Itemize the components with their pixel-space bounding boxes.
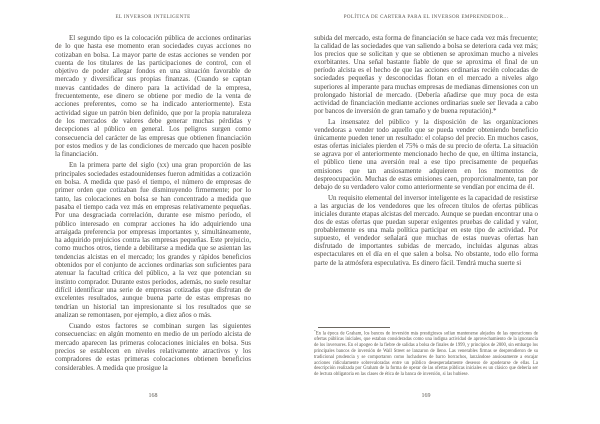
left-running-header: EL INVERSOR INTELIGENTE (115, 15, 191, 20)
footnote-text: *En la época de Graham, los bancos de inversión más prestigiosos solían mantenerse alejados de las operaciones de ofertas públicas iniciales, que estaban consideradas como una indigna actividad de aprovechamiento de la ignorancia de los inversores. En el apogeo de la fiebre de salidas a bolsa de finales de 1999, y principios de 2000, sin embargo los principales bancos de inversión de Wall Street se lanzaron de lleno. Las venerables firmas se desprendieron de su tradicional prudencia y se comportaron como luchadores de barro borrachos, lanzándose ansiosamente a encajar acciones ridículamente sobrevaloradas entre un público desesperadamente deseoso de apoderarse de ellas. La descripción realizada por Graham de la forma de operar de las ofertas públicas iniciales es un clásico que debería ser de lectura obligatoria en las clases de ética de la banca de inversión, si las hubiese. (314, 329, 538, 378)
footnote-block (314, 327, 538, 378)
body-paragraph: Cuando estos factores se combinan surgen las siguientes consecuencias: en algún momento en medio de un período alcista de mercado aparecen las primeras colocaciones iniciales en bolsa. Sus precios se establecen en niveles relativamente atractivos y los compradores de estas primeras colocaciones obtienen beneficios considerables. A medida que prosigue la (55, 322, 251, 372)
right-page-number: 169 (421, 393, 431, 399)
left-page-number: 168 (148, 393, 158, 399)
body-paragraph: En la primera parte del siglo (xx) una gran proporción de las principales sociedades estadounidenses fueron admitidas a cotización en bolsa. A medida que pasó el tiempo, el número de empresas de primer orden que cotizaban fue disminuyendo firmemente; por lo tanto, las colocaciones en bolsa se han concentrado a medida que pasaba el tiempo cada vez más en empresas relativamente pequeñas. Por una desgraciada correlación, durante ese mismo período, el público interesado en comprar acciones ha ido adquiriendo una arraigada preferencia por empresas importantes y, simultáneamente, ha adquirido prejuicios contra las empresas pequeñas. Este prejuicio, como muchos otros, tiende a debilitarse a medida que se asientan las tendencias alcistas en el mercado; los grandes y rápidos beneficios obtenidos por el conjunto de acciones ordinarias son suficientes para atenuar la facultad crítica del público, a la vez que potencian su instinto comprador. Durante estos períodos, además, no suele resultar difícil identificar una serie de empresas cotizadas que disfrutan de excelentes resultados, aunque buena parte de estas empresas no tendrían un historial tan impresionante si los resultados que se analizan se remontasen, por ejemplo, a diez años o más. (55, 161, 251, 319)
footnote-marker: * (314, 329, 316, 333)
left-page-body (55, 34, 251, 372)
body-paragraph: El segundo tipo es la colocación pública de acciones ordinarias de lo que hasta ese momento eran sociedades cuyas acciones no cotizaban en bolsa. La mayor parte de estas acciones se venden por cuenta de los titulares de las participaciones de control, con el objetivo de poder allegar fondos en una situación favorable de mercado y diversificar sus propias finanzas. (Cuando se captan nuevas cantidades de dinero para la actividad de la empresa, frecuentemente, ese dinero se obtiene por medio de la venta de acciones preferentes, como se ha indicado anteriormente). Esta actividad sigue un patrón bien definido, que por la propia naturaleza de los mercados de valores debe generar muchas pérdidas y decepciones al público en general. Los peligros surgen como consecuencia del carácter de las empresas que obtienen financiación por estos medios y de las condiciones de mercado que hacen posible la financiación. (55, 34, 251, 159)
right-running-header: POLÍTICA DE CARTERA PARA EL INVERSOR EMPRENDEDOR... (343, 15, 509, 20)
body-paragraph: La insensatez del público y la disposición de las organizaciones vendedoras a vender todo aquello que se pueda vender obteniendo beneficio únicamente pueden tener un resultado: el colapso del precio. En muchos casos, estas ofertas iniciales pierden el 75% o más de su precio de oferta. La situación se agrava por el anteriormente mencionado hecho de que, en última instancia, el público tiene una aversión real a ese tipo precisamente de pequeñas emisiones que tan ansiosamente adquieren en los momentos de despreocupación. Muchas de estas emisiones caen, proporcionalmente, tan por debajo de su verdadero valor como anteriormente se vendían por encima de él. (314, 117, 538, 191)
body-paragraph: Un requisito elemental del inversor inteligente es la capacidad de resistirse a las argucias de los vendedores que les ofrecen títulos de ofertas públicas iniciales durante etapas alcistas del mercado. Aunque se puedan encontrar una o dos de estas ofertas que puedan superar exigentes pruebas de calidad y valor, probablemente es una mala política participar en este tipo de actividad. Por supuesto, el vendedor señalará que muchas de estas nuevas ofertas han disfrutado de importantes subidas de mercado, incluidas algunas alzas espectaculares en el día en el que salen a bolsa. No obstante, todo ello forma parte de la atmósfera especulativa. Es dinero fácil. Tendrá mucha suerte si (314, 193, 538, 267)
page-left (55, 0, 251, 424)
footnote-rule (318, 327, 390, 328)
page-right (314, 0, 538, 424)
right-page-body (314, 34, 538, 267)
body-paragraph: subida del mercado, esta forma de financiación se hace cada vez más frecuente; la calidad de las sociedades que van saliendo a bolsa se deteriora cada vez más; los precios que se solicitan y que se obtienen se aproximan mucho a niveles exorbitantes. Una señal bastante fiable de que se aproxima el final de un período alcista es el hecho de que las acciones ordinarias recién colocadas de sociedades pequeñas y desconocidas flotan en el mercado a niveles algo superiores al imperante para muchas empresas de medianas dimensiones con un prolongado historial de mercado. (Debería añadirse que muy poca de esta actividad de financiación mediante acciones ordinarias suele ser llevada a cabo por bancos de inversión de gran tamaño y de buena reputación).* (314, 34, 538, 115)
